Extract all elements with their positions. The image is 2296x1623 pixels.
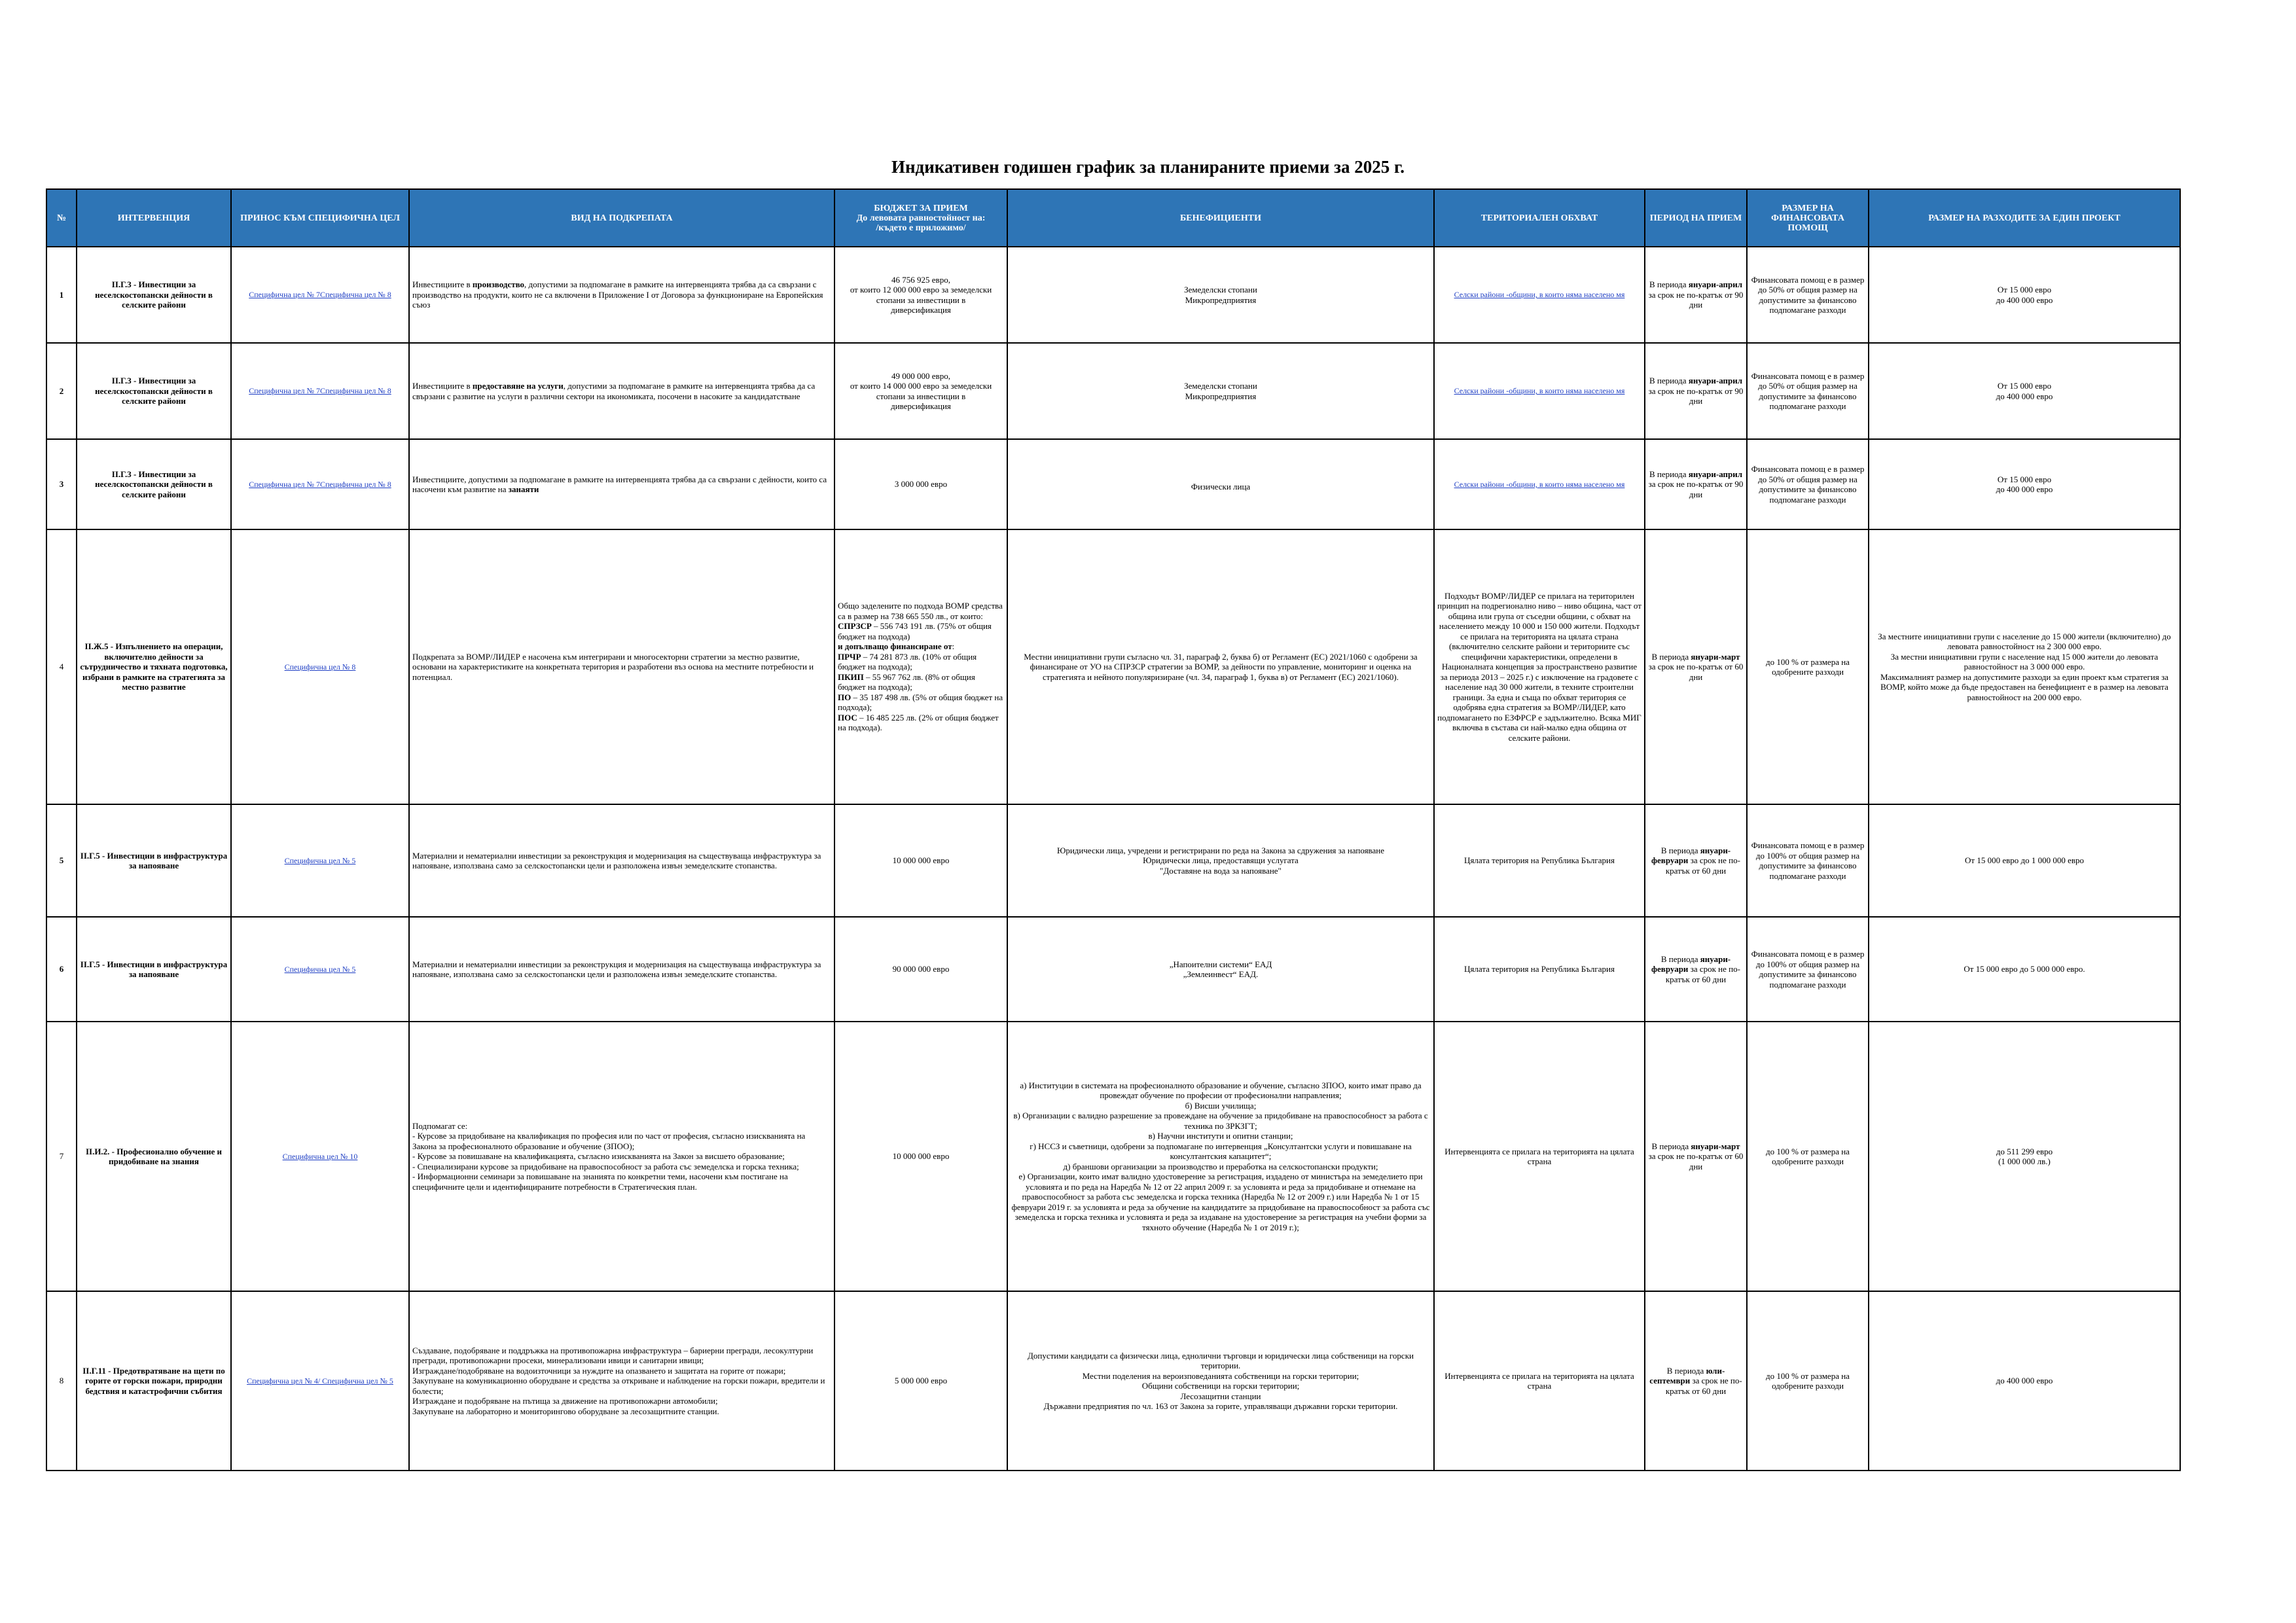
support-cell [409,343,834,439]
period-months: януари-април [1688,469,1743,479]
beneficiary-line: в) Организации с валидно разрешение за провеждане на обучение за придобиване на правоспособност за работа с техника по ЗРКЗГТ; [1013,1111,1428,1131]
beneficiary-line: Лесозащитни станции [1180,1391,1261,1401]
period-text: В периода [1649,376,1689,386]
budget-cell [834,343,1007,439]
schedule-table [46,188,2181,1471]
cost-line: От 15 000 евро [1997,474,2052,484]
cost-line: За местните инициативни групи с население до 15 000 жители (включително) до левовата равностойност на 2 300 000 евро. [1878,631,2171,652]
cost-line: до 400 000 евро [1996,391,2053,401]
header-period: ПЕРИОД НА ПРИЕМ [1645,189,1747,247]
specific-goal-link[interactable]: Специфична цел № 4/ Специфична цел № 5 [247,1376,393,1385]
period-cell [1645,917,1747,1022]
period-months: януари-март [1691,1141,1740,1151]
intervention-cell: II.Ж.5 - Изпълнението на операции, включително дейности за сътрудничество и тяхната подготовка, избрани в рамките на стратегията за местно развитие [77,529,231,804]
budget-item [838,692,1004,713]
period-months: юли-септември [1649,1365,1725,1386]
beneficiaries-cell [1007,343,1434,439]
period-text: В периода [1649,279,1689,290]
beneficiary-line: Юридически лица, предоставящи услугата [1143,855,1299,866]
budget-line: 90 000 000 евро [892,964,950,974]
beneficiary-line: Местни поделения на вероизповеданията собственици на горски територии; [1082,1370,1359,1381]
period-text: В периода [1660,845,1700,855]
budget-cell [834,247,1007,343]
cost-cell [1869,343,2180,439]
period-cell [1645,1022,1747,1291]
support-text: Инвестициите в [412,381,473,391]
beneficiaries-cell [1007,247,1434,343]
intervention-cell: II.Г.3 - Инвестиции за неселскостопански дейности в селските райони [77,247,231,343]
table-row [46,1291,2180,1471]
budget-line: диверсификация [891,305,951,315]
aid-cell: Финансовата помощ е в размер до 50% от общия размер на допустимите за финансово подпомагане разходи [1747,439,1869,529]
intervention-cell: II.Г.3 - Инвестиции за неселскостопански дейности в селските райони [77,343,231,439]
budget-line: 3 000 000 евро [894,479,948,490]
budget-item-value: : [952,641,955,652]
specific-goal-link[interactable]: Специфична цел № 7Специфична цел № 8 [249,386,391,396]
support-cell [409,1291,834,1471]
beneficiaries-cell [1007,1022,1434,1291]
beneficiaries-cell [1007,917,1434,1022]
contribution-cell [231,917,409,1022]
territory-cell [1434,439,1645,529]
table-row [46,529,2180,804]
aid-cell: до 100 % от размера на одобрените разходи [1747,529,1869,804]
support-line: Подпомагат се: [412,1120,468,1131]
aid-cell: до 100 % от размера на одобрените разходи [1747,1022,1869,1291]
period-cell [1645,247,1747,343]
row-number: 7 [46,1022,77,1291]
period-months: януари-април [1688,376,1743,386]
territory-cell [1434,343,1645,439]
cost-line: Максималният размер на допустимите разходи за един проект към стратегия за ВОМР, който може да бъде предоставен на бенефициент е в размер на левовата равностойност на 200 000 евро. [1880,671,2168,702]
beneficiary-line: Физически лица [1191,481,1251,491]
territory-link[interactable]: Селски райони -общини, в които няма населено мя [1454,386,1625,396]
support-text: Инвестициите, допустими за подпомагане в рамките на интервенцията трябва да са свързани с дейности, които са насочени към развитие на [412,474,827,494]
header-budget-line1: БЮДЖЕТ ЗА ПРИЕМ [874,203,968,213]
cost-cell [1869,247,2180,343]
beneficiary-line: Земеделски стопани [1184,381,1257,391]
row-number: 4 [46,529,77,804]
period-cell [1645,343,1747,439]
support-cell [409,247,834,343]
budget-item-value: – 55 967 762 лв. (8% от общия бюджет на подхода); [838,671,975,692]
period-cell [1645,1291,1747,1471]
support-line: - Специализирани курсове за придобиване на правоспособност за работа със земеделска и горска техника; [412,1161,799,1171]
cost-line: (1 000 000 лв.) [1998,1156,2051,1166]
table-row [46,804,2180,917]
header-territory: ТЕРИТОРИАЛЕН ОБХВАТ [1434,189,1645,247]
contribution-cell [231,343,409,439]
budget-line: от които 14 000 000 евро за земеделски стопани за инвестиции в [850,381,992,401]
territory-cell: Интервенцията се прилага на територията на цялата страна [1434,1291,1645,1471]
support-text-bold: производство [472,279,525,290]
header-intervention: ИНТЕРВЕНЦИЯ [77,189,231,247]
period-months: януари-февруари [1651,954,1731,974]
territory-link[interactable]: Селски райони -общини, в които няма населено мя [1454,290,1625,300]
support-cell [409,439,834,529]
territory-cell: Цялата територия на Република България [1434,917,1645,1022]
document-title: Индикативен годишен график за планираните приеми за 2025 г. [891,157,1405,177]
cost-line: до 511 299 евро [1996,1146,2053,1156]
aid-cell: Финансовата помощ е в размер до 50% от общия размер на допустимите за финансово подпомагане разходи [1747,247,1869,343]
period-text: за срок не по-кратък от 60 дни [1665,855,1740,876]
beneficiary-line: Микропредприятия [1185,294,1257,305]
cost-cell [1869,1291,2180,1471]
support-line: Създаване, подобряване и поддръжка на противопожарна инфраструктура – бариерни прегради, лесокултурни прегради, противопожарни просеки, минерализовани ивици и санитарни ивици; [412,1345,814,1366]
specific-goal-link[interactable]: Специфична цел № 10 [282,1151,358,1161]
header-cost-size: РАЗМЕР НА РАЗХОДИТЕ ЗА ЕДИН ПРОЕКТ [1869,189,2180,247]
beneficiary-line: в) Научни институти и опитни станции; [1148,1131,1293,1141]
contribution-cell [231,804,409,917]
budget-cell [834,439,1007,529]
contribution-cell [231,439,409,529]
beneficiary-line: Земеделски стопани [1184,285,1257,294]
row-number: 5 [46,804,77,917]
table-row [46,343,2180,439]
period-cell [1645,439,1747,529]
budget-item-key: СПРЗСР [838,621,872,632]
budget-item-value: – 16 485 225 лв. (2% от общия бюджет на подхода). [838,712,999,733]
budget-item-value: – 556 743 191 лв. (75% от общия бюджет на подхода) [838,621,992,641]
period-text: В периода [1666,1365,1706,1376]
intervention-cell: II.Г.11 - Предотвратяване на щети по горите от горски пожари, природни бедствия и катастрофични събития [77,1291,231,1471]
budget-cell [834,1291,1007,1471]
table-row [46,917,2180,1022]
budget-cell [834,1022,1007,1291]
header-beneficiaries: БЕНЕФИЦИЕНТИ [1007,189,1434,247]
support-cell: Материални и нематериални инвестиции за реконструкция и модернизация на съществуваща инфраструктура за напояване, използвана само за селскостопански цели и разположена извън земеделските стопанства. [409,804,834,917]
territory-cell: Цялата територия на Република България [1434,804,1645,917]
support-line: Закупуване на комуникационно оборудване и средства за откриване и наблюдение на горски пожари, вредители и болести; [412,1376,825,1396]
cost-line: От 15 000 евро до 5 000 000 евро. [1964,964,2085,974]
territory-cell [1434,247,1645,343]
header-support: ВИД НА ПОДКРЕПАТА [409,189,834,247]
period-text: за срок не по-кратък от 90 дни [1648,289,1744,310]
row-number: 6 [46,917,77,1022]
intervention-cell: II.Г.5 - Инвестиции в инфраструктура за напояване [77,804,231,917]
budget-line: от които 12 000 000 евро за земеделски стопани за инвестиции в [850,285,992,305]
support-text-bold: предоставяне на услуги [472,381,564,391]
period-cell [1645,529,1747,804]
beneficiaries-cell [1007,529,1434,804]
budget-cell [834,917,1007,1022]
support-line: - Курсове за придобиване на квалификация по професия или по част от професия, съгласно изискванията на Закона за професионалното образование и обучение (ЗПОО); [412,1131,806,1151]
support-line: Изграждане/подобряване на водоизточници за нуждите на опазването и защитата на горите от пожари; [412,1365,786,1376]
beneficiary-line: Общини собственици на горски територии; [1141,1381,1300,1391]
row-number: 8 [46,1291,77,1471]
support-cell: Материални и нематериални инвестиции за реконструкция и модернизация на съществуваща инфраструктура за напояване, използвана само за селскостопански цели и разположена извън земеделските стопанства. [409,917,834,1022]
budget-line: 10 000 000 евро [892,855,950,866]
budget-item-key: ПОС [838,712,857,722]
cost-line: От 15 000 евро [1997,381,2052,391]
period-text: В периода [1651,1141,1691,1151]
beneficiary-line: Микропредприятия [1185,391,1257,401]
aid-cell: до 100 % от размера на одобрените разходи [1747,1291,1869,1471]
beneficiary-line: Държавни предприятия по чл. 163 от Закона за горите, управляващи държавни горски територии. [1043,1401,1398,1411]
support-text: , допустими за подпомагане в рамките на интервенцията трябва да са свързани с развитие на услуги в различни сектори на икономиката, посочени в насоките за кандидатстване [412,381,816,401]
budget-item [838,713,1004,733]
support-cell: Подкрепата за ВОМР/ЛИДЕР е насочена към интегрирани и многосекторни стратегии за местно развитие, основани на характеристиките на конкретната територия и разработени въз основа на местните потребности и потенциал. [409,529,834,804]
budget-cell [834,804,1007,917]
period-text: за срок не по-кратък от 60 дни [1648,1151,1744,1171]
specific-goal-link[interactable]: Специфична цел № 5 [284,855,356,865]
budget-item-value: – 74 281 873 лв. (10% от общия бюджет на подхода); [838,651,977,672]
budget-line: 5 000 000 евро [894,1376,948,1386]
row-number: 1 [46,247,77,343]
cost-line: От 15 000 евро до 1 000 000 евро [1965,855,2084,866]
header-no: № [46,189,77,247]
beneficiaries-cell [1007,1291,1434,1471]
budget-item-key: ПО [838,692,852,702]
support-line: Изграждане и подобряване на пътища за движение на противопожарни автомобили; [412,1396,718,1406]
budget-item-key: ПКИП [838,671,864,682]
budget-line: 46 756 925 евро, [891,274,950,285]
beneficiary-line: Допустими кандидати са физически лица, еднолични търговци и юридически лица собственици на горски територии. [1028,1350,1414,1370]
cost-line: до 400 000 евро [1996,1376,2053,1386]
period-text: за срок не по-кратък от 60 дни [1665,964,1740,984]
budget-item [838,672,1004,692]
beneficiaries-cell [1007,804,1434,917]
aid-cell: Финансовата помощ е в размер до 50% от общия размер на допустимите за финансово подпомагане разходи [1747,343,1869,439]
header-aid-size: РАЗМЕР НА ФИНАНСОВАТА ПОМОЩ [1747,189,1869,247]
beneficiary-line: б) Висши училища; [1185,1100,1257,1111]
beneficiary-line: г) НССЗ и съветници, одобрени за подпомагане по интервенция „Консултантски услуги и повишаване на консултантския капацитет“; [1030,1141,1412,1162]
header-budget-line3: /където е приложимо/ [876,223,966,233]
beneficiary-line: д) браншови организации за производство и преработка на селскостопански продукти; [1063,1161,1378,1171]
specific-goal-link[interactable]: Специфична цел № 8 [284,662,356,671]
table-row [46,439,2180,529]
period-months: януари-март [1691,651,1740,662]
budget-cell [834,529,1007,804]
territory-link[interactable]: Селски райони -общини, в които няма населено мя [1454,479,1625,489]
beneficiary-line: Местни инициативни групи съгласно чл. 31, параграф 2, буква б) от Регламент (ЕС) 2021/1060 с одобрени за финансиране от УО на СПРЗСР стратегии за ВОМР, за дейности по управление, мониторинг и оценка на стратегията и нейното популяризиране (чл. 34, параграф 1, буква в) от Регламент (ЕС) 2021/1060). [1024,651,1418,682]
cost-line: до 400 000 евро [1996,484,2053,494]
contribution-cell [231,1291,409,1471]
support-line: - Информационни семинари за повишаване на знанията по конкретни теми, насочени към постигане на специфичните цели и идентифицираните потребности в Стратегическия план. [412,1171,788,1192]
cost-cell [1869,804,2180,917]
aid-cell: Финансовата помощ е в размер до 100% от общия размер на допустимите за финансово подпомагане разходи [1747,917,1869,1022]
budget-line: 49 000 000 евро, [891,370,950,381]
territory-cell: Подходът ВОМР/ЛИДЕР се прилага на територилен принцип на подрегионално ниво – ниво община, част от община или група от съседни общини, с обхват на населението между 10 000 и 150 000 жители. Подходът се прилага на територията на цялата страна (включително селските райони и териториите със специфични характеристики, определени в Националната концепция за пространствено развитие за периода 2013 – 2025 г.) с изключение на градовете с население над 30 000 жители, в техните строителни граници. За една и съща по обхват територия се одобрява една стратегия за ВОМР/ЛИДЕР, като подпомагането по ЕЗФРСР е задължително. Всяка МИГ включва в състава си най-малко една община от селските райони. [1434,529,1645,804]
beneficiary-line: „Землеинвест“ ЕАД. [1183,969,1259,979]
budget-item [838,641,1004,652]
territory-cell: Интервенцията се прилага на територията на цялата страна [1434,1022,1645,1291]
intervention-cell: II.Г.3 - Инвестиции за неселскостопански дейности в селските райони [77,439,231,529]
header-row [46,189,2180,247]
support-cell [409,1022,834,1291]
budget-item-value: – 35 187 498 лв. (5% от общия бюджет на подхода); [838,692,1003,713]
budget-intro: Общо заделените по подхода ВОМР средства са в размер на 738 665 550 лв., от които: [838,601,1003,621]
support-text: , допустими за подпомагане в рамките на интервенцията трябва да са свързани с производство на продукти, които не са включени в Приложение I от Договора за функциониране на Европейския съюз [412,279,823,310]
support-line: Закупуване на лабораторно и мониторингово оборудване за лесозащитните станции. [412,1406,719,1416]
cost-cell [1869,529,2180,804]
budget-item [838,652,1004,672]
specific-goal-link[interactable]: Специфична цел № 7Специфична цел № 8 [249,479,391,489]
contribution-cell [231,529,409,804]
contribution-cell [231,247,409,343]
row-number: 3 [46,439,77,529]
table-row [46,247,2180,343]
support-line: - Курсове за повишаване на квалификацията, съгласно изискванията на Закон за висшето образование; [412,1151,785,1162]
period-months: януари-февруари [1651,845,1731,866]
cost-line: до 400 000 евро [1996,294,2053,305]
budget-item-key: ПРЧР [838,651,861,662]
header-budget [834,189,1007,247]
header-contribution: ПРИНОС КЪМ СПЕЦИФИЧНА ЦЕЛ [231,189,409,247]
support-text-bold: занаяти [508,484,539,494]
period-cell [1645,804,1747,917]
period-text: за срок не по-кратък от 90 дни [1648,479,1744,499]
specific-goal-link[interactable]: Специфична цел № 7Специфична цел № 8 [249,290,391,300]
period-text: за срок не по-кратък от 60 дни [1665,1376,1742,1396]
period-text: за срок не по-кратък от 90 дни [1648,385,1744,406]
beneficiary-line: е) Организации, които имат валидно удостоверение за регистрация, издадено от министъра на земеделието при условията и по реда на Наредба № 12 от 22 април 2009 г. за условията и реда за придобиване и отнемане на правоспособност за работа със земеделска и горска техника (Наредба № 12 от 2009 г.) или Наредба № 1 от 15 февруари 2019 г. за условията и реда за обучение на кандидатите за придобиване на правоспособност за работа със земеделска и горска техника и условията и реда за издаване на удостоверение за регистрация на учебни форми за тяхното обучение (Наредба № 1 от 2019 г.); [1011,1171,1430,1232]
cost-cell [1869,439,2180,529]
cost-cell [1869,917,2180,1022]
specific-goal-link[interactable]: Специфична цел № 5 [284,964,356,974]
budget-item [838,621,1004,641]
aid-cell: Финансовата помощ е в размер до 100% от общия размер на допустимите за финансово подпомагане разходи [1747,804,1869,917]
table-row [46,1022,2180,1291]
period-text: за срок не по-кратък от 60 дни [1648,662,1744,682]
beneficiaries-cell [1007,439,1434,529]
period-text: В периода [1651,651,1691,662]
period-months: януари-април [1688,279,1743,290]
budget-line: 10 000 000 евро [892,1151,950,1162]
budget-item-key: и допълващо финансиране от [838,641,952,652]
period-text: В периода [1649,469,1689,479]
beneficiary-line: „Напоителни системи“ ЕАД [1169,959,1272,969]
intervention-cell: II.И.2. - Професионално обучение и придобиване на знания [77,1022,231,1291]
support-text: Инвестициите в [412,279,473,290]
beneficiary-line: "Доставяне на вода за напояване" [1160,865,1282,876]
cost-line: За местни инициативни групи с население над 15 000 жители до левовата равностойност на 3 000 000 евро. [1890,651,2159,672]
beneficiary-line: Юридически лица, учредени и регистрирани по реда на Закона за сдружения за напояване [1056,845,1385,855]
header-budget-line2: До левовата равностойност на: [856,213,986,223]
cost-line: От 15 000 евро [1997,285,2052,294]
budget-line: диверсификация [891,401,951,411]
cost-cell [1869,1022,2180,1291]
period-text: В периода [1660,954,1700,964]
row-number: 2 [46,343,77,439]
contribution-cell [231,1022,409,1291]
beneficiary-line: а) Институции в системата на професионалното образование и обучение, съгласно ЗПОО, които имат право да провеждат обучение по професии от професионални направления; [1020,1080,1422,1101]
intervention-cell: II.Г.5 - Инвестиции в инфраструктура за напояване [77,917,231,1022]
